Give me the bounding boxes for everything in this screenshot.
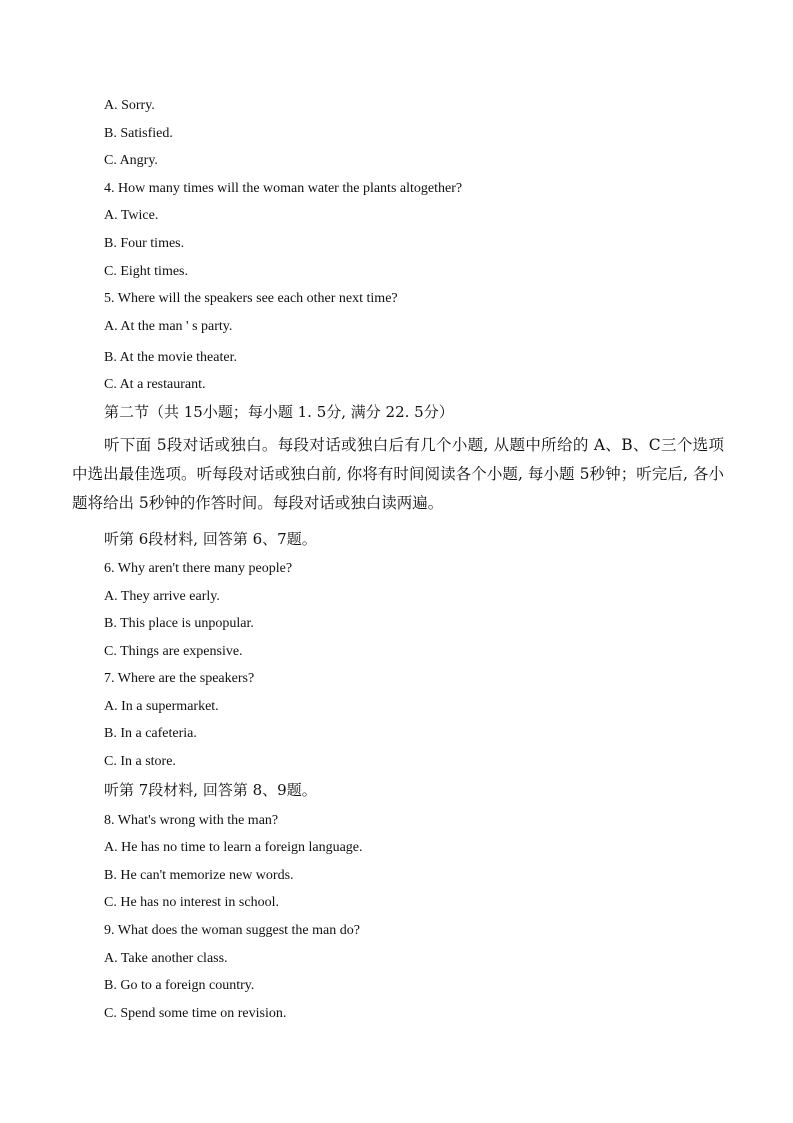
group6-heading: 听第 6段材料, 回答第 6、7题。 <box>104 530 317 548</box>
option-5c: C. At a restaurant. <box>104 377 206 392</box>
option-8a: A. He has no time to learn a foreign language. <box>104 840 363 855</box>
option-9c: C. Spend some time on revision. <box>104 1006 287 1021</box>
question-8: 8. What's wrong with the man? <box>104 813 279 828</box>
option-3b: B. Satisfied. <box>104 126 173 141</box>
question-9: 9. What does the woman suggest the man do? <box>104 923 360 938</box>
option-4c: C. Eight times. <box>104 264 188 279</box>
option-6c: C. Things are expensive. <box>104 644 243 659</box>
option-4a: A. Twice. <box>104 208 159 223</box>
group7-heading: 听第 7段材料, 回答第 8、9题。 <box>104 781 317 799</box>
option-3a: A. Sorry. <box>104 98 155 113</box>
option-6a: A. They arrive early. <box>104 589 220 604</box>
option-8b: B. He can't memorize new words. <box>104 868 294 883</box>
section-heading: 第二节（共 15小题；每小题 1. 5分, 满分 22. 5分） <box>104 403 454 421</box>
option-3c: C. Angry. <box>104 153 158 168</box>
question-6: 6. Why aren't there many people? <box>104 561 293 576</box>
option-9b: B. Go to a foreign country. <box>104 978 255 993</box>
option-7a: A. In a supermarket. <box>104 699 219 714</box>
option-7c: C. In a store. <box>104 754 176 769</box>
option-7b: B. In a cafeteria. <box>104 726 197 741</box>
option-5b: B. At the movie theater. <box>104 350 237 365</box>
question-7: 7. Where are the speakers? <box>104 671 255 686</box>
option-5a: A. At the man ' s party. <box>104 319 233 334</box>
section-instructions: 听下面 5段对话或独白。每段对话或独白后有几个小题, 从题中所给的 A、B、C三个选项中选出最佳选项。听每段对话或独白前, 你将有时间阅读各个小题, 每小题 5秒钟；听完后, 各小题将给出 5秒钟的作答时间。每段对话或独白读两遍。 <box>72 436 724 512</box>
question-5: 5. Where will the speakers see each other next time? <box>104 291 398 306</box>
option-9a: A. Take another class. <box>104 951 228 966</box>
question-4: 4. How many times will the woman water the plants altogether? <box>104 181 463 196</box>
option-8c: C. He has no interest in school. <box>104 895 279 910</box>
option-6b: B. This place is unpopular. <box>104 616 254 631</box>
option-4b: B. Four times. <box>104 236 185 251</box>
